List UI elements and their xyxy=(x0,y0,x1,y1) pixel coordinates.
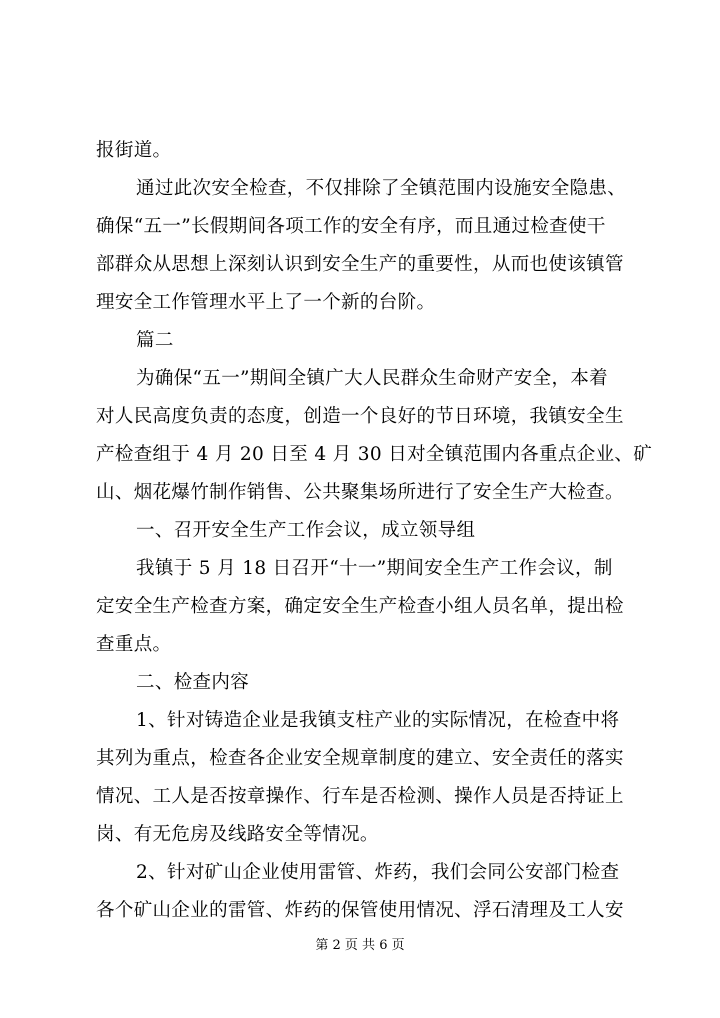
text-line-20: 2、针对矿山企业使用雷管、炸药，我们会同公安部门检查 xyxy=(136,862,620,883)
text-line-18: 情况、工人是否按章操作、行车是否检测、操作人员是否持证上 xyxy=(96,786,624,807)
text-line-8: 对人民高度负责的态度，创造一个良好的节日环境，我镇安全生 xyxy=(96,406,624,427)
text-line-21: 各个矿山企业的雷管、炸药的保管使用情况、浮石清理及工人安 xyxy=(96,900,624,921)
page-number-footer: 第 2 页 共 6 页 xyxy=(315,938,405,953)
text-line-5: 理安全工作管理水平上了一个新的台阶。 xyxy=(96,292,436,313)
subheading-one: 一、召开安全生产工作会议，成立领导组 xyxy=(136,520,476,541)
text-line-19: 岗、有无危房及线路安全等情况。 xyxy=(96,824,379,845)
text-line-7: 为确保“五一”期间全镇广大人民群众生命财产安全，本着 xyxy=(136,368,609,389)
text-line-12: 我镇于 5 月 18 日召开“十一”期间安全生产工作会议，制 xyxy=(136,558,613,579)
text-line-1: 报街道。 xyxy=(96,140,172,161)
subheading-two: 二、检查内容 xyxy=(136,672,250,693)
text-line-13: 定安全生产检查方案，确定安全生产检查小组人员名单，提出检 xyxy=(96,596,624,617)
text-line-3: 确保“五一”长假期间各项工作的安全有序，而且通过检查使干 xyxy=(96,216,606,237)
text-line-9: 产检查组于 4 月 20 日至 4 月 30 日对全镇范围内各重点企业、矿 xyxy=(96,444,653,465)
text-line-10: 山、烟花爆竹制作销售、公共聚集场所进行了安全生产大检查。 xyxy=(96,482,624,503)
text-line-16: 1、针对铸造企业是我镇支柱产业的实际情况，在检查中将 xyxy=(136,710,620,731)
text-line-2: 通过此次安全检查，不仅排除了全镇范围内设施安全隐患、 xyxy=(136,178,627,199)
text-line-4: 部群众从思想上深刻认识到安全生产的重要性，从而也使该镇管 xyxy=(96,254,624,275)
section-heading-pian-er: 篇二 xyxy=(136,330,174,351)
text-line-17: 其列为重点，检查各企业安全规章制度的建立、安全责任的落实 xyxy=(96,748,624,769)
text-line-14: 查重点。 xyxy=(96,634,172,655)
